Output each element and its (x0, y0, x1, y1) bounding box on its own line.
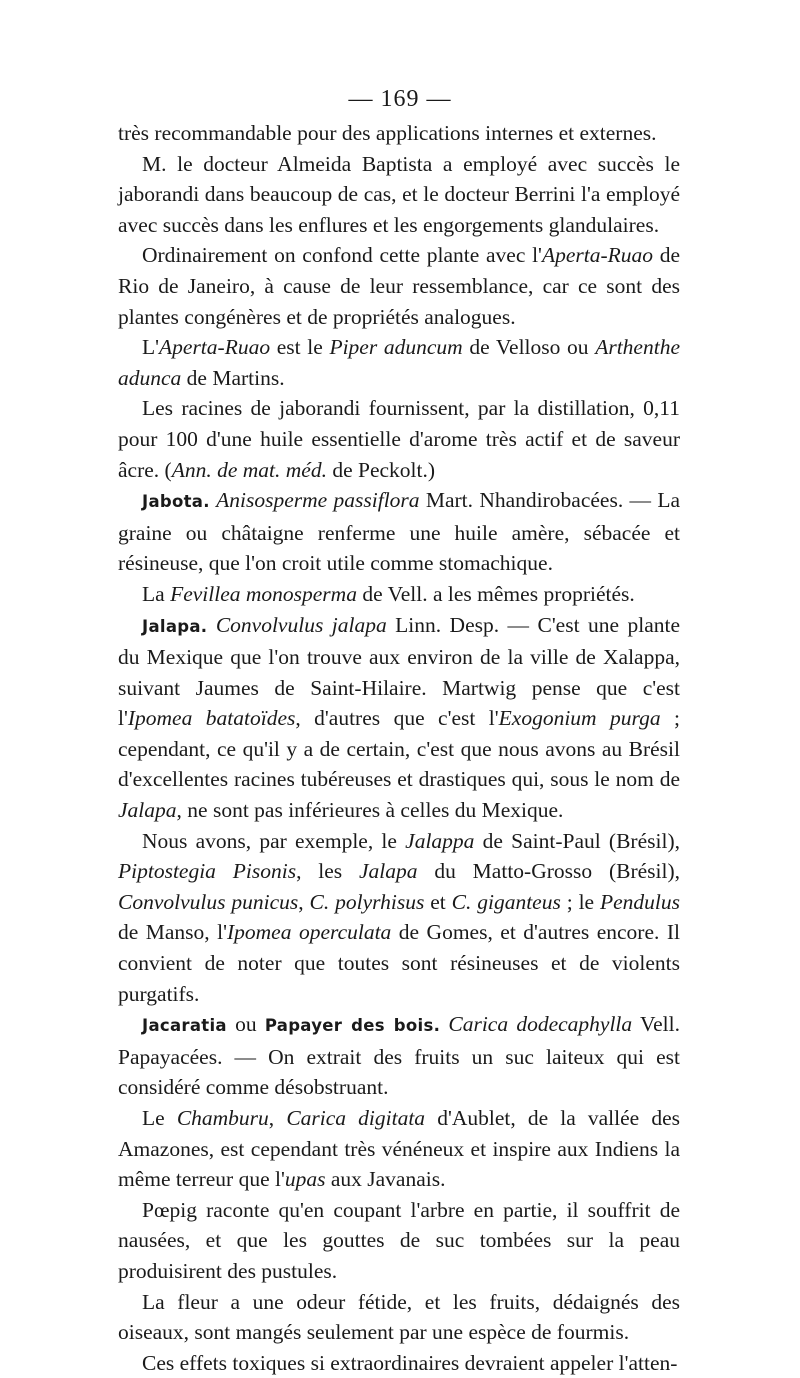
text-run: de Peckolt.) (326, 457, 436, 482)
italic-term: Ipomea operculata (227, 920, 392, 945)
text-run: , (268, 1106, 287, 1130)
text-run: de Velloso ou (462, 335, 596, 360)
text-run: de Martins. (181, 365, 285, 390)
italic-term: C. polyrhisus (309, 889, 425, 914)
paragraph-p13 (118, 1287, 680, 1348)
text-run: de Rio de Janeiro, à cause de leur ressemblance, car ce sont des plantes congénères et de propriétés analogues. (118, 243, 681, 329)
text-run: Vell. Papayacées. — On extrait des fruits un suc laiteux qui est considéré comme désobstruant. (118, 1012, 681, 1100)
text-run: de Gomes, et d'autres encore. Il convient de noter que toutes sont résineuses et de violents purgatifs. (118, 920, 680, 1006)
text-run: M. le docteur Almeida Baptista a employé avec succès le jaborandi dans beaucoup de cas, et le docteur Berrini l'a employé avec succès dans les enflures et les engorgements glandulaires. (118, 151, 680, 237)
text-run: , (298, 889, 310, 914)
text-run: Nous avons, par exemple, le (142, 828, 406, 853)
paragraph-p02 (118, 149, 680, 241)
paragraph-p07 (118, 579, 680, 610)
text-run: de Saint-Paul (Brésil), (474, 828, 680, 853)
text-run: aux Javanais. (325, 1167, 446, 1192)
italic-term: Arthenthe adunca (118, 335, 680, 390)
text-run: de Manso, l' (118, 920, 227, 945)
italic-term: Carica digitata (286, 1106, 426, 1130)
italic-term: Jalapa (118, 798, 177, 823)
text-run: , ne sont pas inférieures à celles du Mexique. (176, 798, 564, 823)
italic-term: Fevillea monosperma (170, 581, 357, 606)
body-text (118, 118, 680, 1378)
text-run: du Matto-Grosso (Brésil), (417, 859, 680, 884)
text-run: est le (270, 335, 330, 360)
text-run (207, 613, 215, 637)
entry-heading: Jabota. (142, 492, 210, 512)
text-run: de Vell. a les mêmes propriétés. (356, 581, 635, 606)
italic-term: Piptostegia Pisonis (118, 859, 297, 884)
italic-term: Convolvulus punicus (118, 889, 299, 914)
text-run: d'Aublet, de la vallée des Amazones, est cependant très vénéneux et inspire aux Indiens la même terreur que l' (118, 1106, 681, 1192)
text-run: Ces effets toxiques si extraordinaires devraient appeler l'atten- (142, 1350, 678, 1375)
entry-heading: Papayer des bois. (264, 1016, 441, 1036)
text-run: Mart. Nhandirobacées. — La graine ou châtaigne renferme une huile amère, sébacée et résineuse, que l'on croit utile comme stomachique. (118, 488, 680, 576)
italic-term: Ann. de mat. méd. (171, 457, 327, 482)
text-run: très recommandable pour des applications internes et externes. (118, 121, 657, 145)
page-number: — 169 — (348, 86, 452, 112)
italic-term: Convolvulus jalapa (215, 612, 387, 637)
paragraph-p04 (118, 332, 680, 393)
paragraph-p10 (118, 1009, 680, 1103)
italic-term: Pendulus (599, 889, 681, 914)
text-run: La fleur a une odeur fétide, et les fruits, dédaignés des oiseaux, sont mangés seulement par une espèce de fourmis. (118, 1289, 680, 1345)
italic-term: Carica dodecaphylla (448, 1012, 633, 1037)
text-run: , d'autres que c'est l' (295, 706, 499, 731)
text-run: L' (142, 335, 160, 360)
text-run: et (424, 889, 452, 914)
text-run: Linn. Desp. — C'est une plante du Mexique que l'on trouve aux environ de la ville de Xalappa, suivant Jaumes de Saint-Hilaire. Martwig pense que c'est l' (118, 612, 681, 731)
paragraph-p08 (118, 610, 680, 826)
italic-term: Anisosperme passiflora (216, 488, 420, 513)
paragraph-p11 (118, 1103, 680, 1195)
entry-heading: Jacaratia (142, 1016, 227, 1036)
italic-term: Jalapa (359, 859, 418, 884)
text-run: Les racines de jaborandi fournissent, par la distillation, 0,11 pour 100 d'une huile essentielle d'arome très actif et de saveur âcre. ( (118, 396, 680, 482)
text-run: ; cependant, ce qu'il y a de certain, c'est que nous avons au Brésil d'excellentes racines tubéreuses et drastiques qui, sous le nom de (118, 706, 680, 792)
text-run: ; le (560, 889, 600, 914)
paragraph-p03 (118, 240, 680, 332)
text-run: Le (142, 1106, 177, 1130)
paragraph-p01 (118, 118, 680, 149)
italic-term: C. giganteus (451, 889, 561, 914)
text-run: , les (296, 859, 359, 884)
paragraph-p09 (118, 826, 680, 1010)
text-run: ou (226, 1012, 265, 1037)
italic-term: Aperta-Ruao (159, 335, 271, 360)
italic-term: Chamburu (176, 1106, 269, 1130)
italic-term: Exogonium purga (498, 706, 661, 731)
italic-term: Jalappa (405, 828, 475, 853)
italic-term: Ipomea batatoïdes (127, 706, 296, 731)
text-run: La (142, 581, 171, 606)
text-run: Ordinairement on confond cette plante avec l' (142, 243, 542, 268)
italic-term: Aperta-Ruao (541, 243, 653, 268)
paragraph-p05 (118, 393, 680, 485)
paragraph-p06 (118, 485, 680, 579)
entry-heading: Jalapa. (142, 616, 208, 636)
text-run: Pœpig raconte qu'en coupant l'arbre en partie, il souffrit de nausées, et que les gouttes de suc tombées sur la peau produisirent des pustules. (118, 1197, 680, 1283)
paragraph-p14 (118, 1348, 680, 1378)
paragraph-p12 (118, 1195, 680, 1287)
italic-term: upas (284, 1167, 326, 1192)
italic-term: Piper aduncum (329, 335, 463, 360)
